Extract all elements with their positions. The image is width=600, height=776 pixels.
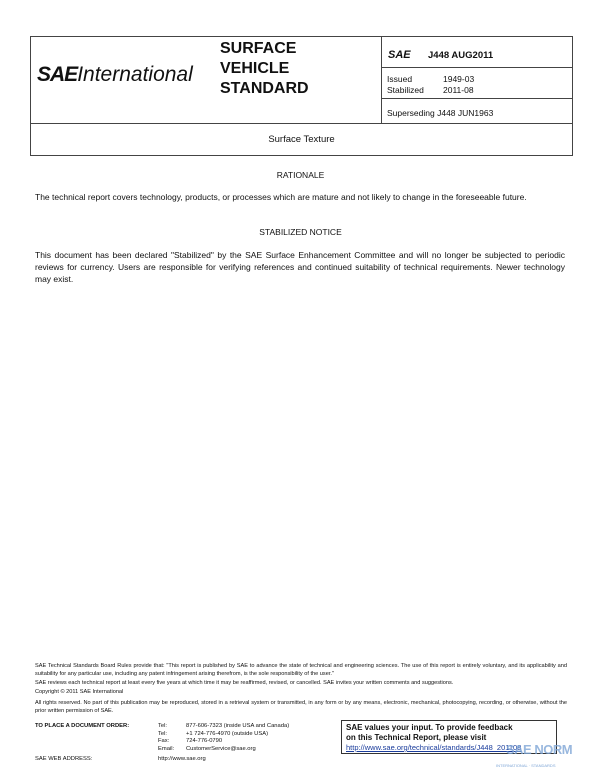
footer-policy: SAE Technical Standards Board Rules provide that: "This report is published by SAE to advance the state of technical and engineering sciences. The use of this report is entirely voluntary, and its applicability and suitability for any particular use, including any patent infringement arising therefrom, is the sole responsibility of the user." <box>35 663 567 677</box>
footer-copyright: Copyright © 2011 SAE International <box>35 689 124 695</box>
issued-label: Issued <box>387 74 413 84</box>
sae-international-logo <box>37 63 193 87</box>
doc-type-line: SURFACE <box>220 40 297 57</box>
contact-list <box>158 723 338 753</box>
document-type <box>220 39 309 99</box>
sae-mark: SAE <box>388 49 411 61</box>
superseding-note: Superseding J448 JUN1963 <box>387 108 494 118</box>
divider <box>31 123 572 124</box>
contact-value: +1 724-776-4970 (outside USA) <box>186 730 269 737</box>
feedback-line: SAE values your input. To provide feedback <box>346 723 513 732</box>
contact-row <box>158 723 338 731</box>
contact-email[interactable]: CustomerService@sae.org <box>186 745 256 752</box>
document-header <box>30 36 573 156</box>
logo-sae: SAE <box>37 63 78 86</box>
issued-row <box>387 74 474 84</box>
stabilized-value: 2011-08 <box>443 85 474 95</box>
footer-review: SAE reviews each technical report at least every five years at which time it may be reaffirmed, revised, or cancelled. SAE invites your written comments and suggestions. <box>35 680 454 686</box>
divider <box>381 67 572 68</box>
divider <box>381 98 572 99</box>
feedback-line: on this Technical Report, please visit <box>346 733 487 742</box>
logo-international: International <box>77 63 193 86</box>
watermark-subtext: INTERNATIONAL · STANDARDS <box>496 763 556 768</box>
watermark: SAE NORM <box>506 742 573 757</box>
contact-key: Fax: <box>158 738 170 744</box>
contact-row <box>158 746 338 754</box>
stabilized-notice-heading: STABILIZED NOTICE <box>259 227 342 237</box>
contact-key: Email: <box>158 745 175 752</box>
issued-value: 1949-03 <box>443 74 475 84</box>
contact-value: 724-776-0790 <box>186 738 223 744</box>
contact-value: 877-606-7323 (inside USA and Canada) <box>186 723 290 729</box>
stabilized-notice-text: This document has been declared "Stabilized" by the SAE Surface Enhancement Committee and will no longer be subjected to periodic reviews for currency. Users are responsible for verifying references and continued suitability of technical requirements. Newer technology may exist. <box>35 250 565 284</box>
contact-row <box>158 731 338 739</box>
web-address-link[interactable]: http://www.sae.org <box>158 756 206 762</box>
web-address-label: SAE WEB ADDRESS: <box>35 756 93 762</box>
rationale-text: The technical report covers technology, products, or processes which are mature and not likely to change in the foreseeable future. <box>35 192 527 202</box>
order-label: TO PLACE A DOCUMENT ORDER: <box>35 723 130 729</box>
document-number: J448 AUG2011 <box>428 50 494 61</box>
document-title: Surface Texture <box>268 134 335 145</box>
feedback-link[interactable]: http://www.sae.org/technical/standards/J448_201108 <box>346 743 522 752</box>
stabilized-row <box>387 85 474 95</box>
doc-type-line: VEHICLE <box>220 60 290 77</box>
footer-rights: All rights reserved. No part of this publication may be reproduced, stored in a retrieval system or transmitted, in any form or by any means, electronic, mechanical, photocopying, recording, or otherwise, without the prior written permission of SAE. <box>35 700 567 714</box>
doc-type-line: STANDARD <box>220 80 309 97</box>
rationale-heading: RATIONALE <box>276 170 325 180</box>
contact-key: Tel: <box>158 730 168 737</box>
contact-key: Tel: <box>158 723 168 729</box>
contact-row <box>158 738 338 746</box>
stabilized-label: Stabilized <box>387 85 424 95</box>
divider <box>381 37 382 123</box>
